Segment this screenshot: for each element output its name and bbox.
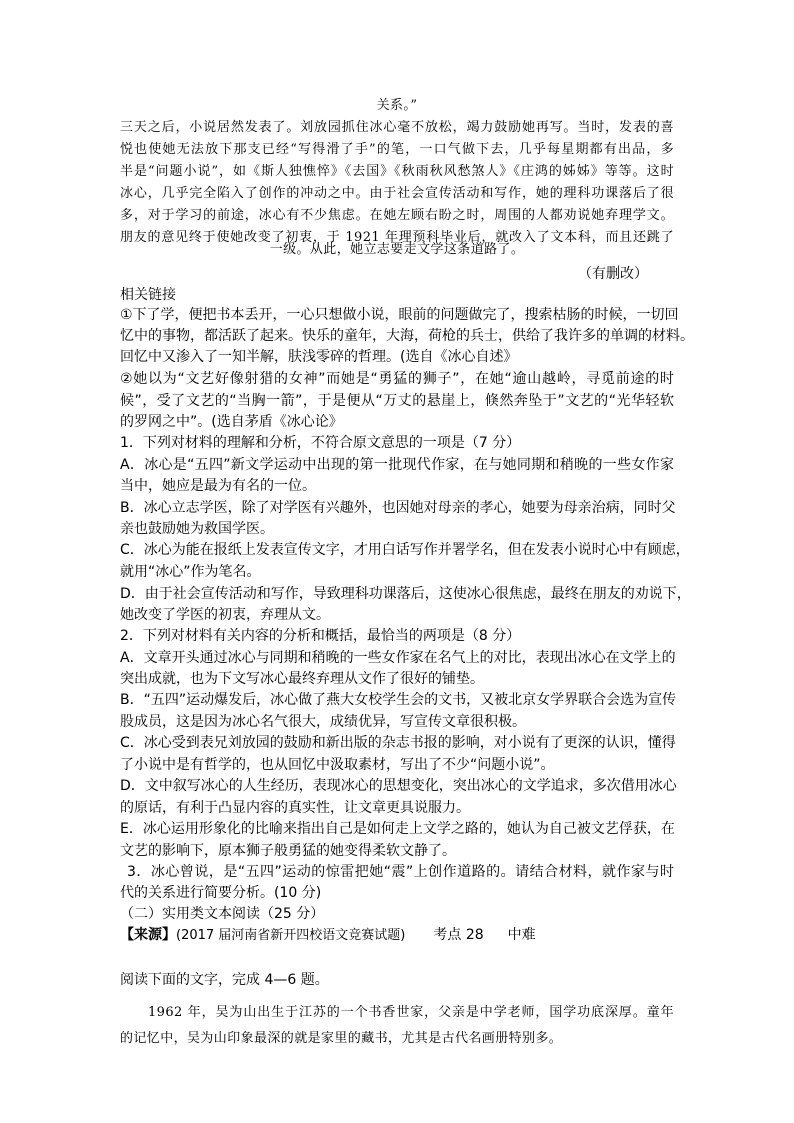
story-line: 朋友的意见终于使她改变了初衷，于 1921 年理预科毕业后，就改入了文本科，而且还跳了 xyxy=(120,230,674,245)
question-2-option-e: 文艺的影响下，原本狮子般勇猛的她变得柔软文静了。 xyxy=(120,843,456,859)
question-1-option-a: 当中，她应是最为有名的一位。 xyxy=(120,478,316,494)
question-2-option-b: B．“五四”运动爆发后，冰心做了燕大女校学生会的文书，又被北京女学界联合会选为宣传 xyxy=(120,692,677,708)
story-line: 冰心，几乎完全陷入了创作的冲动之中。由于社会宣传活动和写作，她的理科功课落后了很 xyxy=(120,186,674,201)
story-line: 悦也使她无法放下那支已经“写得滑了手”的笔，一口气做下去，几乎每星期都有出品，多 xyxy=(120,142,674,157)
question-2-option-d: D．文中叙写冰心的人生经历，表现冰心的思想变化，突出冰心的文学追求，多次借用冰心 xyxy=(120,778,677,794)
article-line: 1962 年，吴为山出生于江苏的一个书香世家，父亲是中学老师，国学功底深厚。童年 xyxy=(148,1005,674,1020)
question-2-stem: 2．下列对材料有关内容的分析和概括，最恰当的两项是（8 分） xyxy=(120,628,521,644)
story-line: 关系。” xyxy=(376,98,418,113)
question-2-option-a: 突出成就，也为下文写冰心最终弃理从文作了很好的铺垫。 xyxy=(120,671,484,687)
story-line: 半是“问题小说”，如《斯人独憔悴》《去国》《秋雨秋风愁煞人》《庄鸿的姊姊》等等。这时 xyxy=(120,164,674,179)
question-3-stem: 代的关系进行简要分析。(10 分) xyxy=(120,885,322,901)
question-2-option-d: 的原话，有利于凸显内容的真实性，让文章更具说服力。 xyxy=(120,800,470,816)
question-2-option-c: C．冰心受到表兄刘放园的鼓励和新出版的杂志书报的影响，对小说有了更深的认识，懂得 xyxy=(120,735,676,751)
source-text: (2017 届河南省新开四校语文竞赛试题) xyxy=(176,928,406,943)
difficulty-label: 中难 xyxy=(507,927,536,943)
source-label: 【来源】 xyxy=(120,927,176,943)
links-heading: 相关链接 xyxy=(120,287,176,303)
link-text: 候”，受了文艺的“当胸一箭”，于是便从“万丈的悬崖上，倏然奔坠于”文艺的“光华轻软 xyxy=(120,393,674,409)
question-1-option-c: 就用“冰心”作为笔名。 xyxy=(120,564,261,580)
question-2-option-b: 股成员，这是因为冰心名气很大，成绩优异，写宣传文章很积极。 xyxy=(120,714,526,730)
link-text: ②她以为“文艺好像射猎的女神”而她是“勇猛的狮子”，在她“逾山越岭，寻觅前途的时 xyxy=(120,371,674,387)
link-text: 回忆中又渗入了一知半解，肤浅零碎的哲理。(选自《冰心自述》 xyxy=(120,349,518,365)
question-1-stem: 1．下列对材料的理解和分析，不符合原文意思的一项是（7 分） xyxy=(120,435,521,451)
story-line: 多，对于学习的前途，冰心有不少焦虑。在她左顾右盼之时，周围的人都劝说她弃理学文。 xyxy=(120,208,674,223)
story-line: 三天之后，小说居然发表了。刘放园抓住冰心毫不放松，竭力鼓励她再写。当时，发表的喜 xyxy=(120,120,674,135)
question-1-option-a: A．冰心是“五四”新文学运动中出现的第一批现代作家，在与她同期和稍晚的一些女作家 xyxy=(120,457,674,473)
article-line: 的记忆中，吴为山印象最深的就是家里的藏书，尤其是古代名画册特别多。 xyxy=(120,1031,563,1046)
question-3-stem: 3．冰心曾说，是“五四”运动的惊雷把她“震”上创作道路的。请结合材料，就作家与时 xyxy=(127,864,674,880)
instruction: 阅读下面的文字，完成 4—6 题。 xyxy=(120,972,329,988)
question-1-option-b: B．冰心立志学医，除了对学医有兴趣外，也因她对母亲的孝心，她要为母亲治病，同时父 xyxy=(120,500,676,516)
question-1-option-d: 她改变了学医的初衷，弃理从文。 xyxy=(120,607,330,623)
question-2-option-e: E．冰心运用形象化的比喻来指出自己是如何走上文学之路的，她认为自己被文艺俘获，在 xyxy=(120,821,675,837)
link-text: 忆中的事物，都活跃了起来。快乐的童年，大海，荷枪的兵士，供给了我许多的单调的材料。 xyxy=(120,328,694,344)
question-2-option-c: 了小说中是有哲学的，也从回忆中汲取素材，写出了不少“问题小说”。 xyxy=(120,757,555,773)
source-note: （有删改） xyxy=(578,266,648,282)
question-1-option-c: C．冰心为能在报纸上发表宣传文字，才用白话写作并署学名，但在发表小说时心中有顾虑， xyxy=(120,542,690,558)
question-1-option-b: 亲也鼓励她为救国学医。 xyxy=(120,521,274,537)
kaodian-label: 考点 28 xyxy=(433,927,484,943)
link-text: 的罗网之中”。(选自茅盾《冰心论》 xyxy=(120,414,343,430)
question-1-option-d: D．由于社会宣传活动和写作，导致理科功课落后，这使冰心很焦虑，最终在朋友的劝说下， xyxy=(120,586,691,602)
source-line xyxy=(120,925,536,946)
story-line: 一级。从此，她立志要走文学这条道路了。 xyxy=(269,242,525,257)
link-text: ①下了学，便把书本丢开，一心只想做小说，眼前的问题做完了，搜索枯肠的时候，一切回 xyxy=(120,307,679,323)
question-2-option-a: A．文章开头通过冰心与同期和稍晚的一些女作家在名气上的对比，表现出冰心在文学上的 xyxy=(120,650,676,666)
section-title: （二）实用类文本阅读（25 分） xyxy=(120,906,325,922)
